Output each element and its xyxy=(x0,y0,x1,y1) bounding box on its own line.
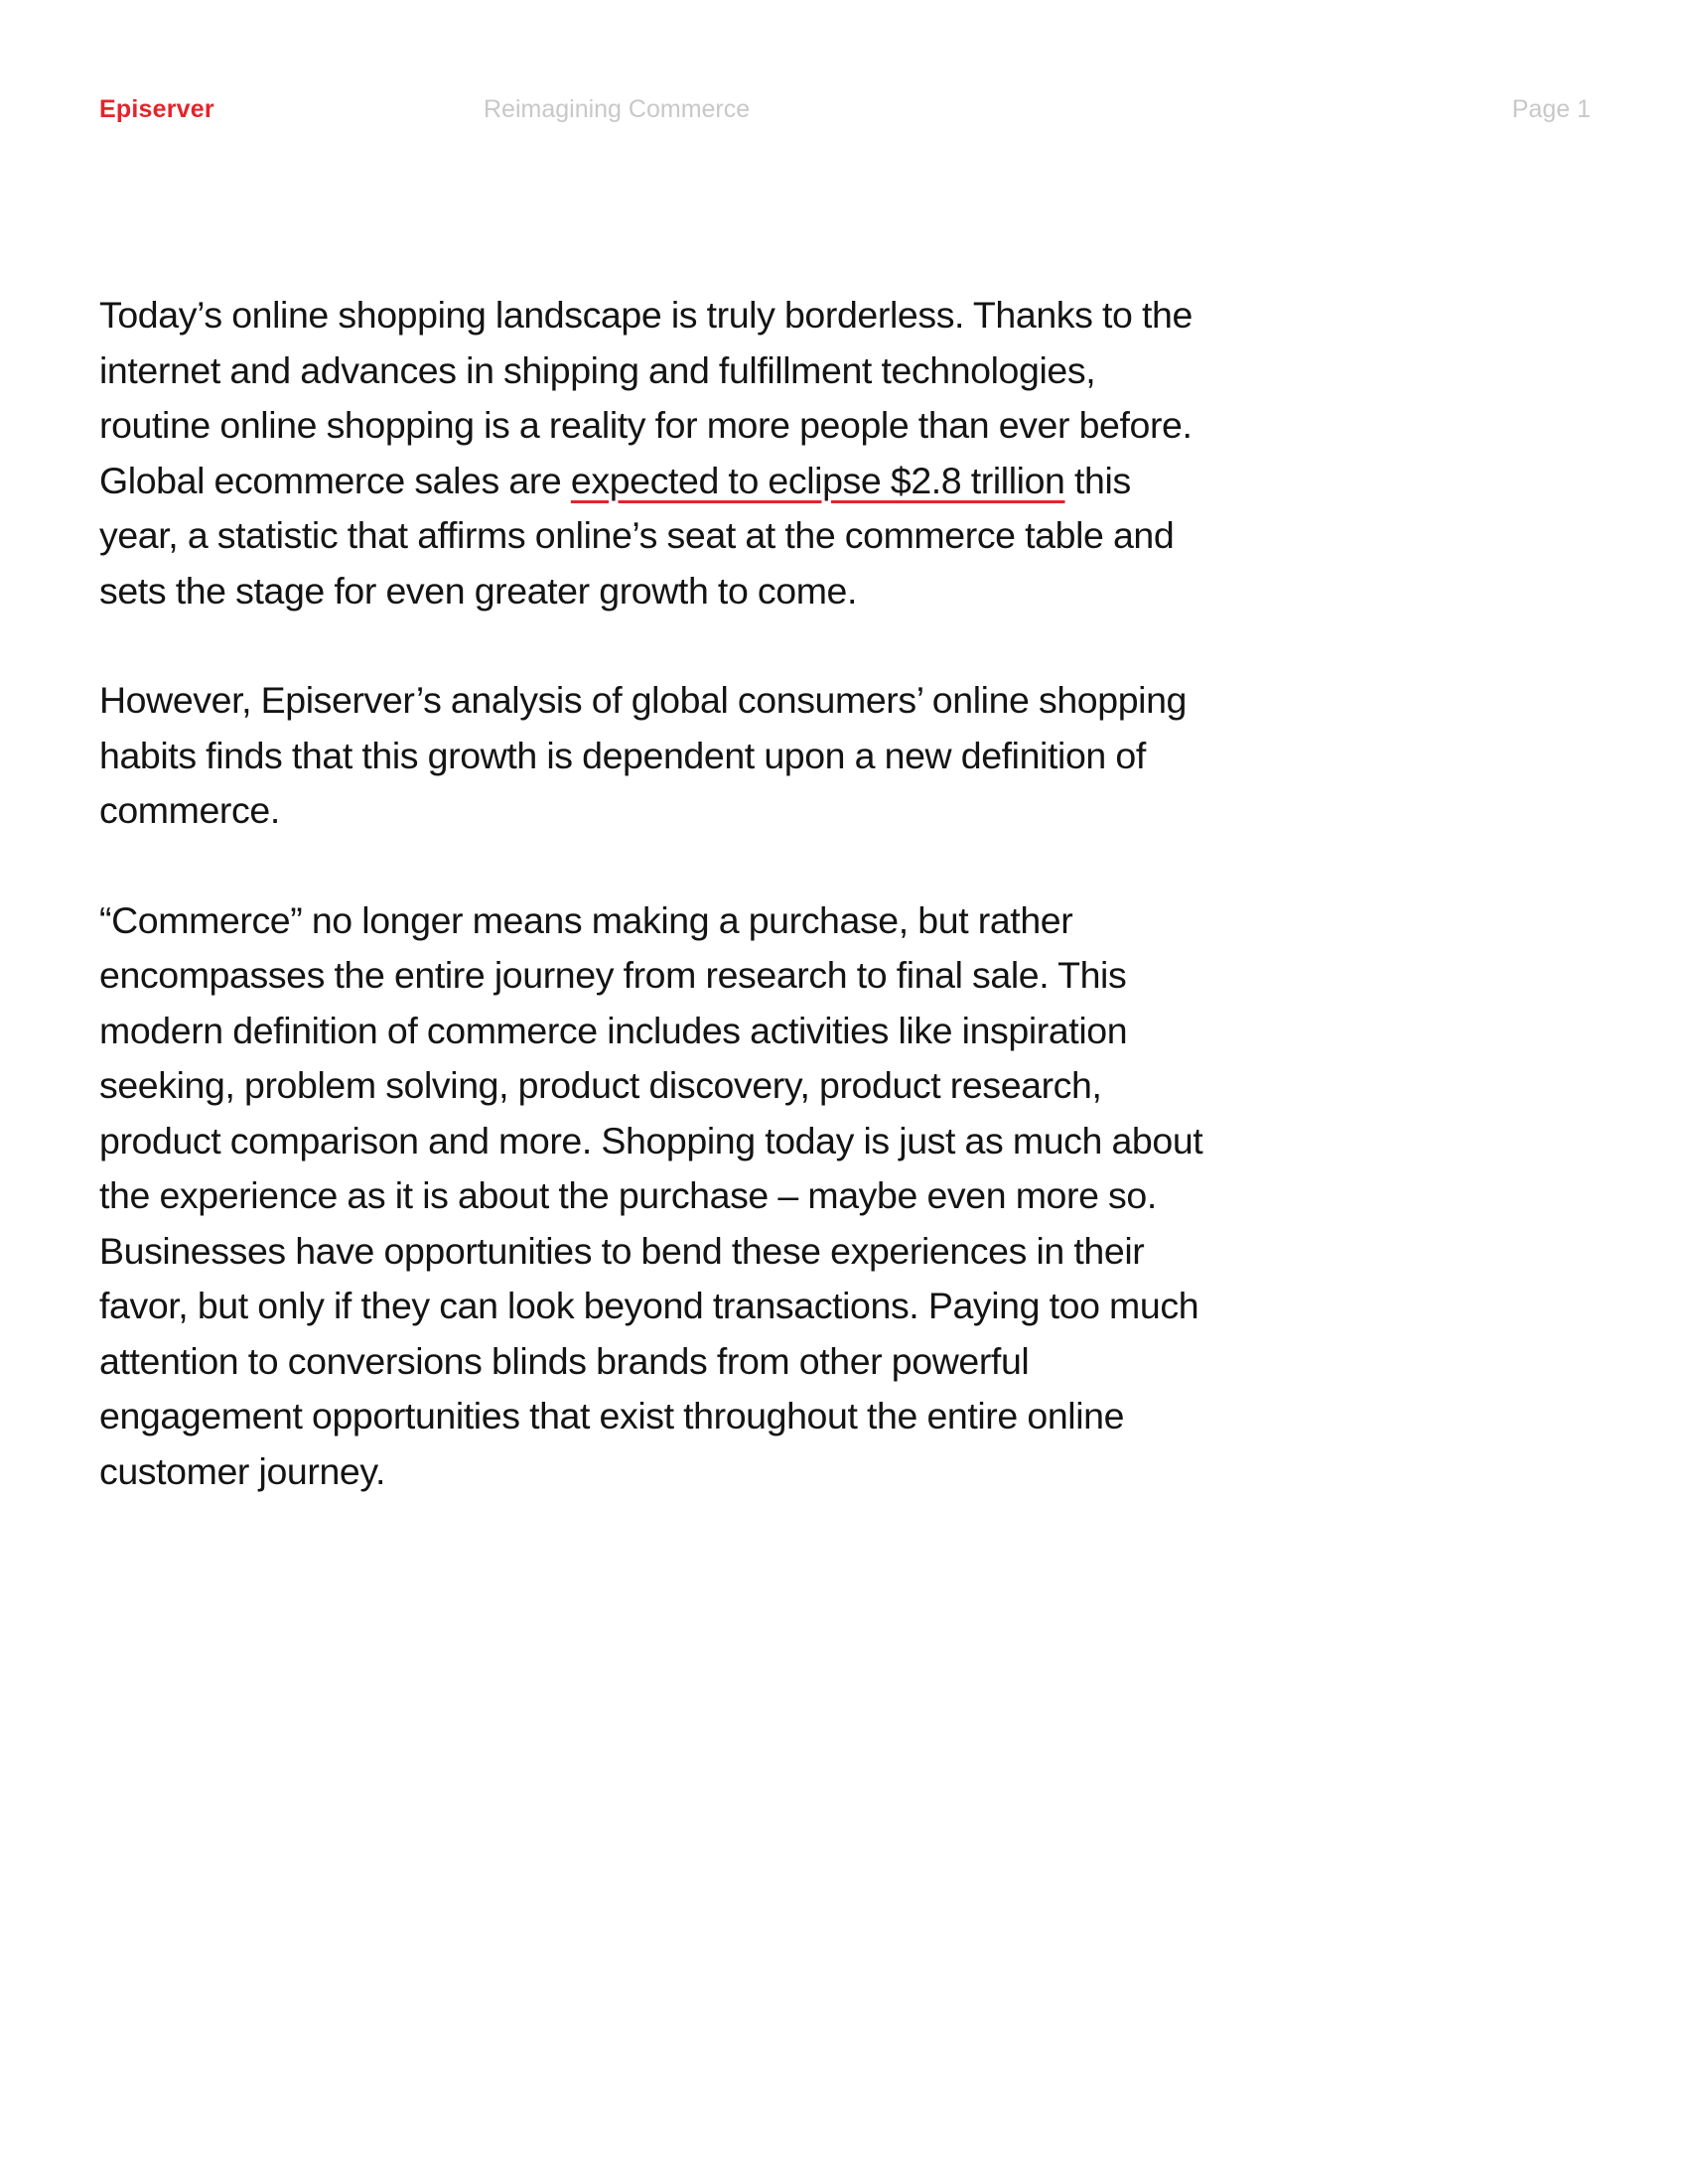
paragraph-intro xyxy=(99,288,1211,618)
main-content xyxy=(99,288,1211,1554)
paragraph-intro-text-end: this year, a statistic that affirms online’s seat at the commerce table and sets the stage for even greater growth to come. xyxy=(99,459,1175,612)
paragraph-commerce-definition: “Commerce” no longer means making a purchase, but rather encompasses the entire journey from research to final sale. This modern definition of commerce includes activities like inspiration seeking, problem solving, product discovery, product research, product comparison and more. Shopping today is just as much about the experience as it is about the purchase – maybe even more so. Businesses have opportunities to bend these experiences in their favor, but only if they can look beyond transactions. Paying too much attention to conversions blinds brands from other powerful engagement opportunities that exist throughout the entire online customer journey. xyxy=(99,898,1203,1492)
page-header xyxy=(0,95,1688,135)
paragraph-intro-text-start: Today’s online shopping landscape is truly borderless. Thanks to the internet and advances in shipping and fulfillment technologies, routine online shopping is a reality for more people than ever before. Global ecommerce sales are xyxy=(99,294,1193,501)
document-title: Reimagining Commerce xyxy=(484,95,751,123)
brand-logo-text[interactable]: Episerver xyxy=(99,95,214,123)
trillion-stat-link[interactable]: expected to eclipse $2.8 trillion xyxy=(570,459,1065,501)
paragraph-analysis: However, Episerver’s analysis of global consumers’ online shopping habits finds that this growth is dependent upon a new definition of commerce. xyxy=(99,679,1188,831)
page-number: Page 1 xyxy=(1511,95,1591,123)
